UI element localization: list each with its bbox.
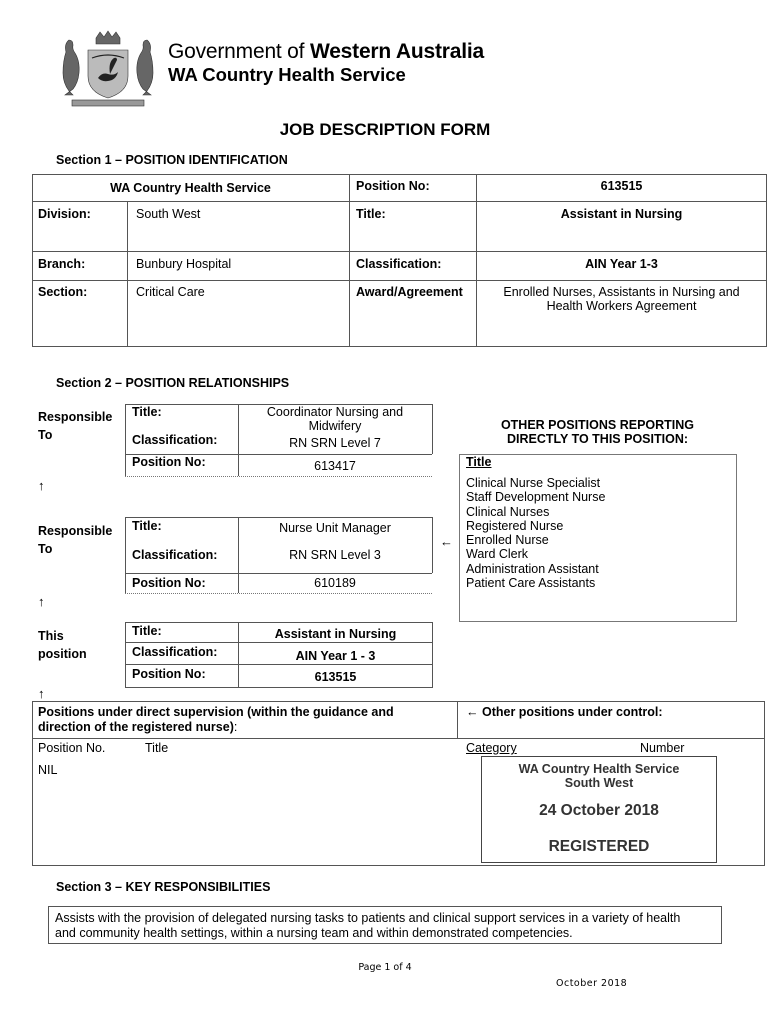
section3-heading: Section 3 – KEY RESPONSIBILITIES — [56, 880, 271, 894]
org-cell: WA Country Health Service — [110, 181, 271, 195]
up-arrow-icon-3: ↑ — [38, 686, 45, 701]
other-positions-list — [466, 476, 605, 590]
title-label-2: Title: — [132, 519, 162, 533]
page-number: Page 1 of 4 — [358, 962, 412, 973]
classification-label-2: Classification: — [132, 548, 218, 562]
stamp-status: REGISTERED — [548, 838, 650, 855]
section1-heading: Section 1 – POSITION IDENTIFICATION — [56, 153, 288, 167]
other-positions-heading: OTHER POSITIONS REPORTING DIRECTLY TO THIS POSITION: — [500, 418, 695, 446]
up-arrow-icon-2: ↑ — [38, 594, 45, 609]
block1-title: Coordinator Nursing and Midwifery — [266, 405, 404, 433]
classification-label: Classification: — [356, 257, 442, 271]
list-item: Enrolled Nurse — [466, 533, 549, 548]
position-no-value: 613515 — [600, 179, 643, 193]
section-value: Critical Care — [136, 285, 205, 299]
up-arrow-icon: ↑ — [38, 478, 45, 493]
block2-title: Nurse Unit Manager — [279, 521, 391, 535]
page-title: JOB DESCRIPTION FORM — [279, 120, 491, 139]
block3-title: Assistant in Nursing — [274, 627, 397, 641]
org-name-line1a: Government of — [168, 40, 305, 63]
col-title: Title — [145, 741, 169, 755]
org-name-line1b: Western Australia — [309, 40, 484, 63]
division-value: South West — [136, 207, 201, 221]
block2-position-no: 610189 — [314, 576, 356, 590]
stamp-org: WA Country Health Service South West — [518, 762, 680, 790]
supervision-label: Positions under direct supervision (within the guidance and direction of the registered nurse): — [38, 705, 394, 734]
position-no-label-1: Position No: — [132, 455, 206, 469]
title-label-3: Title: — [132, 624, 162, 638]
classification-value: AIN Year 1-3 — [585, 257, 658, 271]
list-item: Clinical Nurses — [466, 504, 550, 519]
block3-position-no: 613515 — [314, 670, 357, 684]
block1-classification: RN SRN Level 7 — [289, 436, 381, 450]
nil-value: NIL — [38, 763, 58, 777]
col-position-no: Position No. — [38, 741, 106, 755]
section2-heading: Section 2 – POSITION RELATIONSHIPS — [56, 376, 290, 390]
position-no-label: Position No: — [356, 179, 430, 193]
wa-crest-logo — [52, 30, 164, 110]
position-no-label-3: Position No: — [132, 667, 206, 681]
title-label-1: Title: — [132, 405, 162, 419]
classification-label-1: Classification: — [132, 433, 218, 447]
org-name-line2: WA Country Health Service — [168, 64, 406, 85]
other-title-label: Title — [466, 455, 492, 469]
branch-label: Branch: — [38, 257, 86, 271]
title-value: Assistant in Nursing — [560, 207, 683, 221]
other-control-label: ← Other positions under control: — [466, 705, 663, 719]
list-item: Registered Nurse — [466, 518, 564, 533]
list-item: Administration Assistant — [466, 561, 599, 576]
this-position-label: This position — [38, 629, 87, 661]
block3-classification: AIN Year 1 - 3 — [295, 649, 376, 663]
title-label: Title: — [356, 207, 386, 221]
list-item: Staff Development Nurse — [466, 490, 606, 505]
list-item: Ward Clerk — [466, 547, 529, 562]
award-value: Enrolled Nurses, Assistants in Nursing and Health Workers Agreement — [503, 285, 740, 313]
responsible-to-label-2: Responsible To — [38, 524, 113, 556]
col-category: Category — [466, 741, 517, 755]
block1-position-no: 613417 — [314, 459, 356, 473]
col-number: Number — [640, 741, 685, 755]
position-no-label-2: Position No: — [132, 576, 206, 590]
section-label: Section: — [38, 285, 88, 299]
stamp-date: 24 October 2018 — [539, 802, 659, 819]
block2-classification: RN SRN Level 3 — [289, 548, 381, 562]
division-label: Division: — [38, 207, 91, 221]
left-arrow-icon: ← — [440, 534, 453, 549]
list-item: Patient Care Assistants — [466, 576, 596, 591]
classification-label-3: Classification: — [132, 645, 218, 659]
responsible-to-label-1: Responsible To — [38, 410, 113, 442]
branch-value: Bunbury Hospital — [136, 257, 232, 271]
list-item: Clinical Nurse Specialist — [466, 476, 601, 490]
award-label: Award/Agreement — [356, 285, 463, 299]
key-responsibilities-text: Assists with the provision of delegated nursing tasks to patients and clinical support services in a variety of health and community health settings, within a nursing team and within demonstrated competencies. — [55, 911, 681, 940]
footer-date: October 2018 — [556, 978, 628, 989]
